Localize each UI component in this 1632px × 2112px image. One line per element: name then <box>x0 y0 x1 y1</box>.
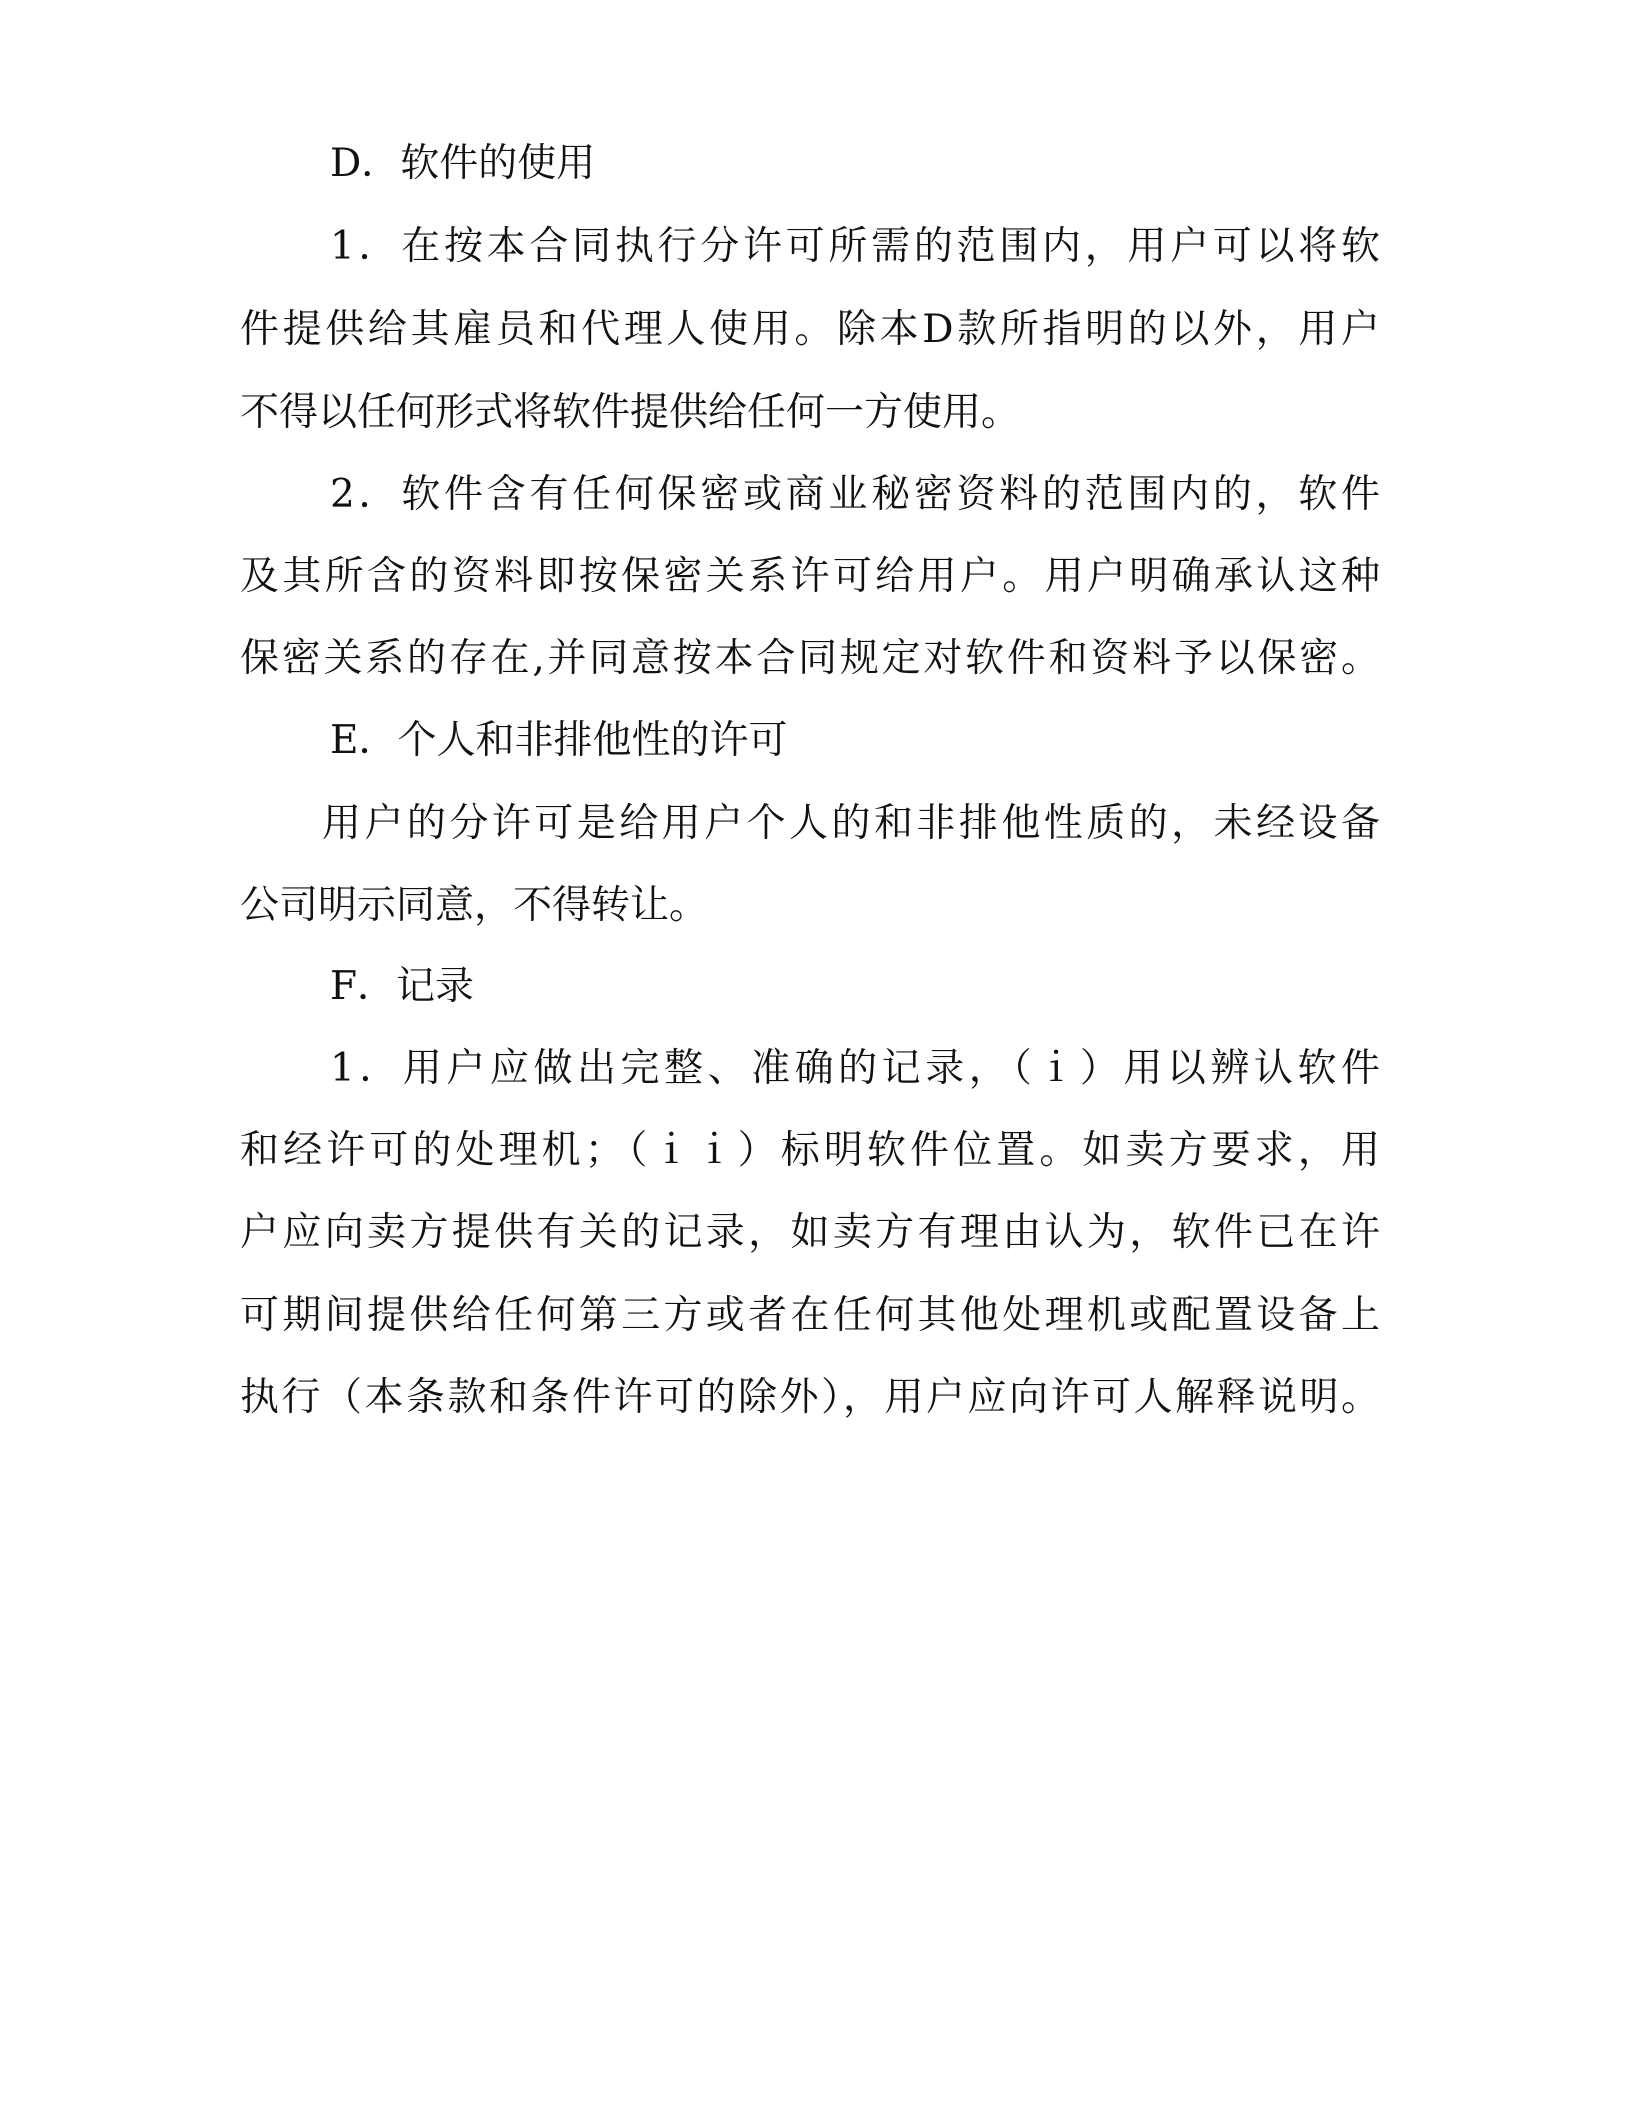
section-d-para2-line3: 保密关系的存在,并同意按本合同规定对软件和资料予以保密。 <box>240 636 1380 681</box>
section-e-para1-line2: 公司明示同意，不得转让。 <box>240 883 709 928</box>
section-d-heading: D．软件的使用 <box>330 141 596 186</box>
section-f-para1-line2: 和经许可的处理机；（ｉｉ）标明软件位置。如卖方要求，用 <box>240 1128 1380 1173</box>
section-f-para1-line4: 可期间提供给任何第三方或者在任何其他处理机或配置设备上 <box>240 1293 1380 1338</box>
section-d-para2-line2: 及其所含的资料即按保密关系许可给用户。用户明确承认这种 <box>240 554 1380 599</box>
section-d-para1-line2: 件提供给其雇员和代理人使用。除本D款所指明的以外，用户 <box>240 307 1380 352</box>
section-f-para1-line3: 户应向卖方提供有关的记录，如卖方有理由认为，软件已在许 <box>240 1210 1380 1255</box>
section-d-para1-line3: 不得以任何形式将软件提供给任何一方使用。 <box>240 390 1021 435</box>
section-e-para1-line1: 用户的分许可是给用户个人的和非排他性质的，未经设备 <box>322 801 1380 846</box>
section-d-para1-line1: 1．在按本合同执行分许可所需的范围内，用户可以将软 <box>330 224 1380 269</box>
section-f-para1-line1: 1．用户应做出完整、准确的记录，（ｉ）用以辨认软件 <box>330 1046 1380 1091</box>
section-d-para2-line1: 2．软件含有任何保密或商业秘密资料的范围内的，软件 <box>330 472 1380 517</box>
section-f-para1-line5: 执行（本条款和条件许可的除外），用户应向许可人解释说明。 <box>240 1375 1380 1420</box>
section-f-heading: F．记录 <box>330 964 475 1009</box>
section-e-heading: E．个人和非排他性的许可 <box>330 718 788 763</box>
